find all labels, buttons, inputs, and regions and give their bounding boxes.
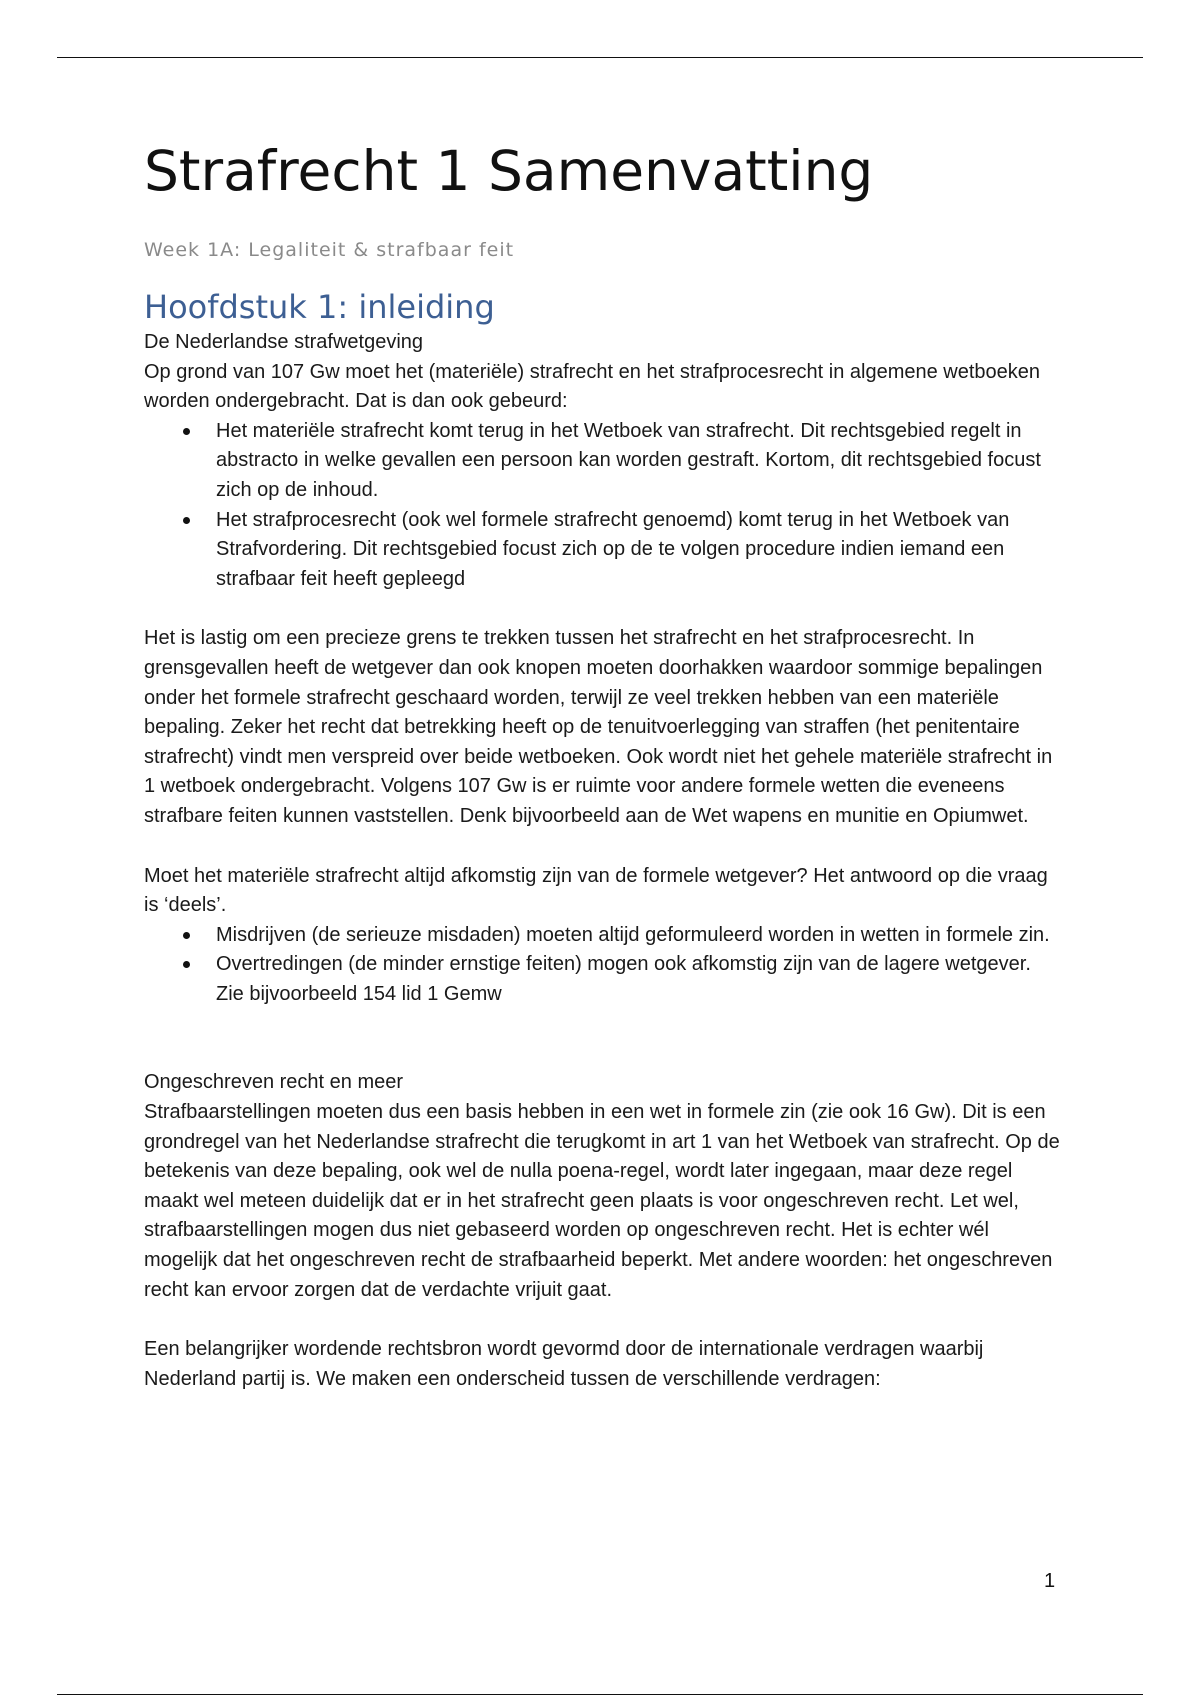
section-subheading-strafwetgeving: De Nederlandse strafwetgeving: [144, 331, 424, 353]
section-subheading-ongeschreven: Ongeschreven recht en meer: [144, 1071, 404, 1094]
paragraph-verdragen: Een belangrijker wordende rechtsbron wordt gevormd door de internationale verdragen waarbij Nederland partij is. We maken een onderscheid tussen de verschillende verdragen:: [144, 1338, 984, 1390]
document-body: [144, 286, 1064, 1394]
paragraph-vraag: Moet het materiële strafrecht altijd afkomstig zijn van de formele wetgever? Het antwoord op die vraag is ‘deels’.: [144, 864, 1048, 917]
page-number: 1: [1044, 1570, 1056, 1592]
document-title: Strafrecht 1 Samenvatting: [144, 139, 874, 203]
document-subtitle: Week 1A: Legaliteit & strafbaar feit: [144, 239, 515, 261]
bullet-list-wetboeken: [144, 417, 1064, 595]
chapter-heading: Hoofdstuk 1: inleiding: [144, 288, 495, 326]
paragraph-grens: Het is lastig om een precieze grens te trekken tussen het strafrecht en het strafprocesrecht. In grensgevallen heeft de wetgever dan ook knopen moeten doorhakken waardoor sommige bepalingen onder het formele strafrecht geschaard worden, terwijl ze veel trekken hebben van een materiële bepaling. Zeker het recht dat betrekking heeft op de tenuitvoerlegging van straffen (het penitentaire strafrecht) vindt men verspreid over beide wetboeken. Ook wordt niet het gehele materiële strafrecht in 1 wetboek ondergebracht. Volgens 107 Gw is er ruimte voor andere formele wetten die eveneens strafbare feiten kunnen vaststellen. Denk bijvoorbeeld aan de Wet wapens en munitie en Opiumwet.: [144, 627, 1053, 827]
list-item: Overtredingen (de minder ernstige feiten) mogen ook afkomstig zijn van de lagere wetgever. Zie bijvoorbeeld 154 lid 1 Gemw: [216, 950, 1064, 1009]
list-item: Het strafprocesrecht (ook wel formele strafrecht genoemd) komt terug in het Wetboek van Strafvordering. Dit rechtsgebied focust zich op de te volgen procedure indien iemand een strafbaar feit heeft gepleegd: [216, 506, 1064, 595]
header-rule: [57, 57, 1143, 58]
paragraph-intro: Op grond van 107 Gw moet het (materiële) strafrecht en het strafprocesrecht in algemene wetboeken worden ondergebracht. Dat is dan ook gebeurd:: [144, 360, 1041, 413]
paragraph-strafbaarstellingen: Strafbaarstellingen moeten dus een basis hebben in een wet in formele zin (zie ook 16 Gw). Dit is een grondregel van het Nederlandse strafrecht die terugkomt in art 1 van het Wetboek van strafrecht. Op de betekenis van deze bepaling, ook wel de nulla poena-regel, wordt later ingegaan, maar deze regel maakt wel meteen duidelijk dat er in het strafrecht geen plaats is voor ongeschreven recht. Let wel, strafbaarstellingen mogen dus niet gebaseerd worden op ongeschreven recht. Het is echter wél mogelijk dat het ongeschreven recht de strafbaarheid beperkt. Met andere woorden: het ongeschreven recht kan ervoor zorgen dat de verdachte vrijuit gaat.: [144, 1101, 1060, 1301]
list-item: Het materiële strafrecht komt terug in het Wetboek van strafrecht. Dit rechtsgebied regelt in abstracto in welke gevallen een persoon kan worden gestraft. Kortom, dit rechtsgebied focust zich op de inhoud.: [216, 417, 1064, 506]
bullet-list-misdrijven: [144, 921, 1064, 1010]
footer-rule: [57, 1694, 1143, 1695]
list-item: Misdrijven (de serieuze misdaden) moeten altijd geformuleerd worden in wetten in formele zin.: [216, 921, 1064, 951]
